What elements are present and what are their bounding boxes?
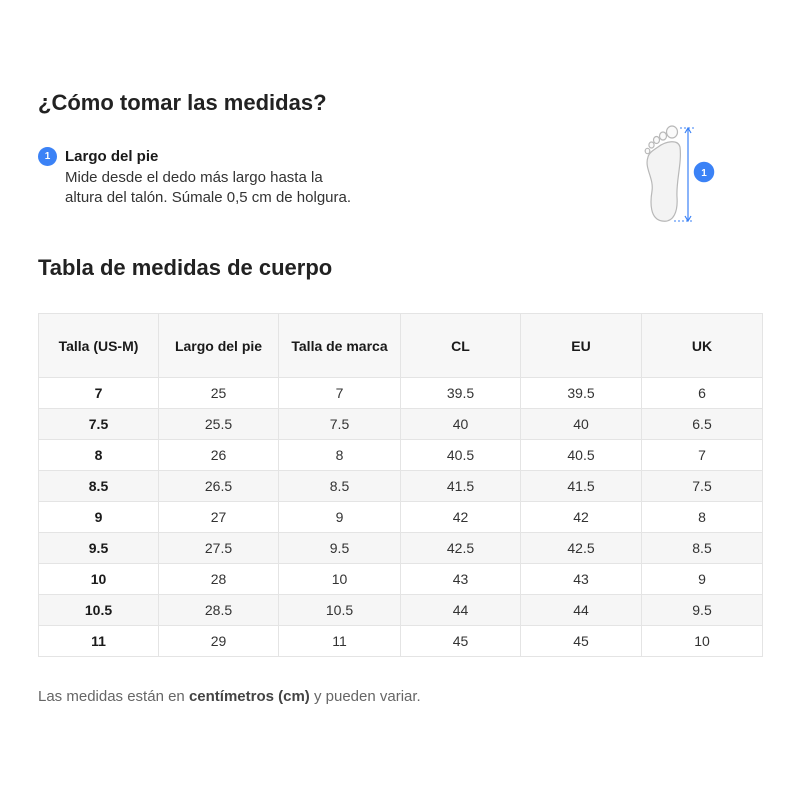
cell-us-size: 8 — [39, 440, 159, 471]
size-table — [38, 313, 763, 657]
cell-brand-size: 10 — [279, 564, 401, 595]
column-header-us-size: Talla (US-M) — [39, 314, 159, 378]
cell-eu: 40.5 — [521, 440, 642, 471]
table-row — [39, 626, 763, 657]
cell-cl: 39.5 — [401, 378, 521, 409]
cell-eu: 40 — [521, 409, 642, 440]
cell-foot-length: 26.5 — [159, 471, 279, 502]
step-description: Mide desde el dedo más largo hasta la altura del talón. Súmale 0,5 cm de holgura. — [65, 169, 352, 206]
cell-cl: 40 — [401, 409, 521, 440]
cell-uk: 9.5 — [642, 595, 763, 626]
cell-brand-size: 7 — [279, 378, 401, 409]
table-row — [39, 409, 763, 440]
cell-uk: 7 — [642, 440, 763, 471]
table-row — [39, 502, 763, 533]
cell-foot-length: 28.5 — [159, 595, 279, 626]
cell-cl: 45 — [401, 626, 521, 657]
cell-brand-size: 8 — [279, 440, 401, 471]
units-note-bold: centímetros (cm) — [188, 688, 310, 705]
column-header-brand-size: Talla de marca — [279, 314, 401, 378]
cell-brand-size: 7.5 — [279, 409, 401, 440]
cell-uk: 8 — [642, 502, 763, 533]
cell-cl: 42 — [401, 502, 521, 533]
cell-us-size: 9.5 — [39, 533, 159, 564]
size-table-title: Tabla de medidas de cuerpo — [38, 255, 333, 280]
step-title: Largo del pie — [65, 148, 159, 165]
cell-cl: 43 — [401, 564, 521, 595]
cell-cl: 41.5 — [401, 471, 521, 502]
cell-brand-size: 10.5 — [279, 595, 401, 626]
cell-uk: 6 — [642, 378, 763, 409]
cell-brand-size: 11 — [279, 626, 401, 657]
cell-us-size: 11 — [39, 626, 159, 657]
illustration-badge: 1 — [701, 168, 707, 179]
table-row — [39, 595, 763, 626]
foot-outline-icon — [634, 123, 724, 223]
cell-us-size: 7 — [39, 378, 159, 409]
cell-uk: 6.5 — [642, 409, 763, 440]
column-header-eu: EU — [521, 314, 642, 378]
cell-us-size: 10 — [39, 564, 159, 595]
cell-foot-length: 25.5 — [159, 409, 279, 440]
cell-eu: 45 — [521, 626, 642, 657]
cell-us-size: 8.5 — [39, 471, 159, 502]
units-note — [38, 688, 421, 705]
cell-eu: 42 — [521, 502, 642, 533]
cell-cl: 40.5 — [401, 440, 521, 471]
cell-foot-length: 26 — [159, 440, 279, 471]
units-note-prefix: Las medidas están en — [38, 688, 189, 705]
foot-illustration — [634, 123, 724, 223]
cell-uk: 10 — [642, 626, 763, 657]
cell-uk: 7.5 — [642, 471, 763, 502]
cell-eu: 39.5 — [521, 378, 642, 409]
cell-foot-length: 29 — [159, 626, 279, 657]
table-row — [39, 471, 763, 502]
table-row — [39, 378, 763, 409]
cell-eu: 42.5 — [521, 533, 642, 564]
cell-eu: 41.5 — [521, 471, 642, 502]
cell-foot-length: 25 — [159, 378, 279, 409]
column-header-foot-length: Largo del pie — [159, 314, 279, 378]
table-row — [39, 564, 763, 595]
cell-brand-size: 9.5 — [279, 533, 401, 564]
units-note-suffix: y pueden variar. — [309, 688, 421, 705]
column-header-uk: UK — [642, 314, 763, 378]
step-number-badge: 1 — [38, 147, 57, 166]
table-header-row — [39, 314, 763, 378]
table-row — [39, 533, 763, 564]
cell-cl: 42.5 — [401, 533, 521, 564]
cell-us-size: 10.5 — [39, 595, 159, 626]
how-to-measure-title: ¿Cómo tomar las medidas? — [38, 90, 327, 115]
cell-foot-length: 28 — [159, 564, 279, 595]
table-row — [39, 440, 763, 471]
cell-eu: 44 — [521, 595, 642, 626]
cell-cl: 44 — [401, 595, 521, 626]
cell-brand-size: 8.5 — [279, 471, 401, 502]
cell-brand-size: 9 — [279, 502, 401, 533]
cell-us-size: 9 — [39, 502, 159, 533]
cell-foot-length: 27.5 — [159, 533, 279, 564]
cell-foot-length: 27 — [159, 502, 279, 533]
cell-uk: 8.5 — [642, 533, 763, 564]
cell-us-size: 7.5 — [39, 409, 159, 440]
cell-eu: 43 — [521, 564, 642, 595]
cell-uk: 9 — [642, 564, 763, 595]
column-header-cl: CL — [401, 314, 521, 378]
